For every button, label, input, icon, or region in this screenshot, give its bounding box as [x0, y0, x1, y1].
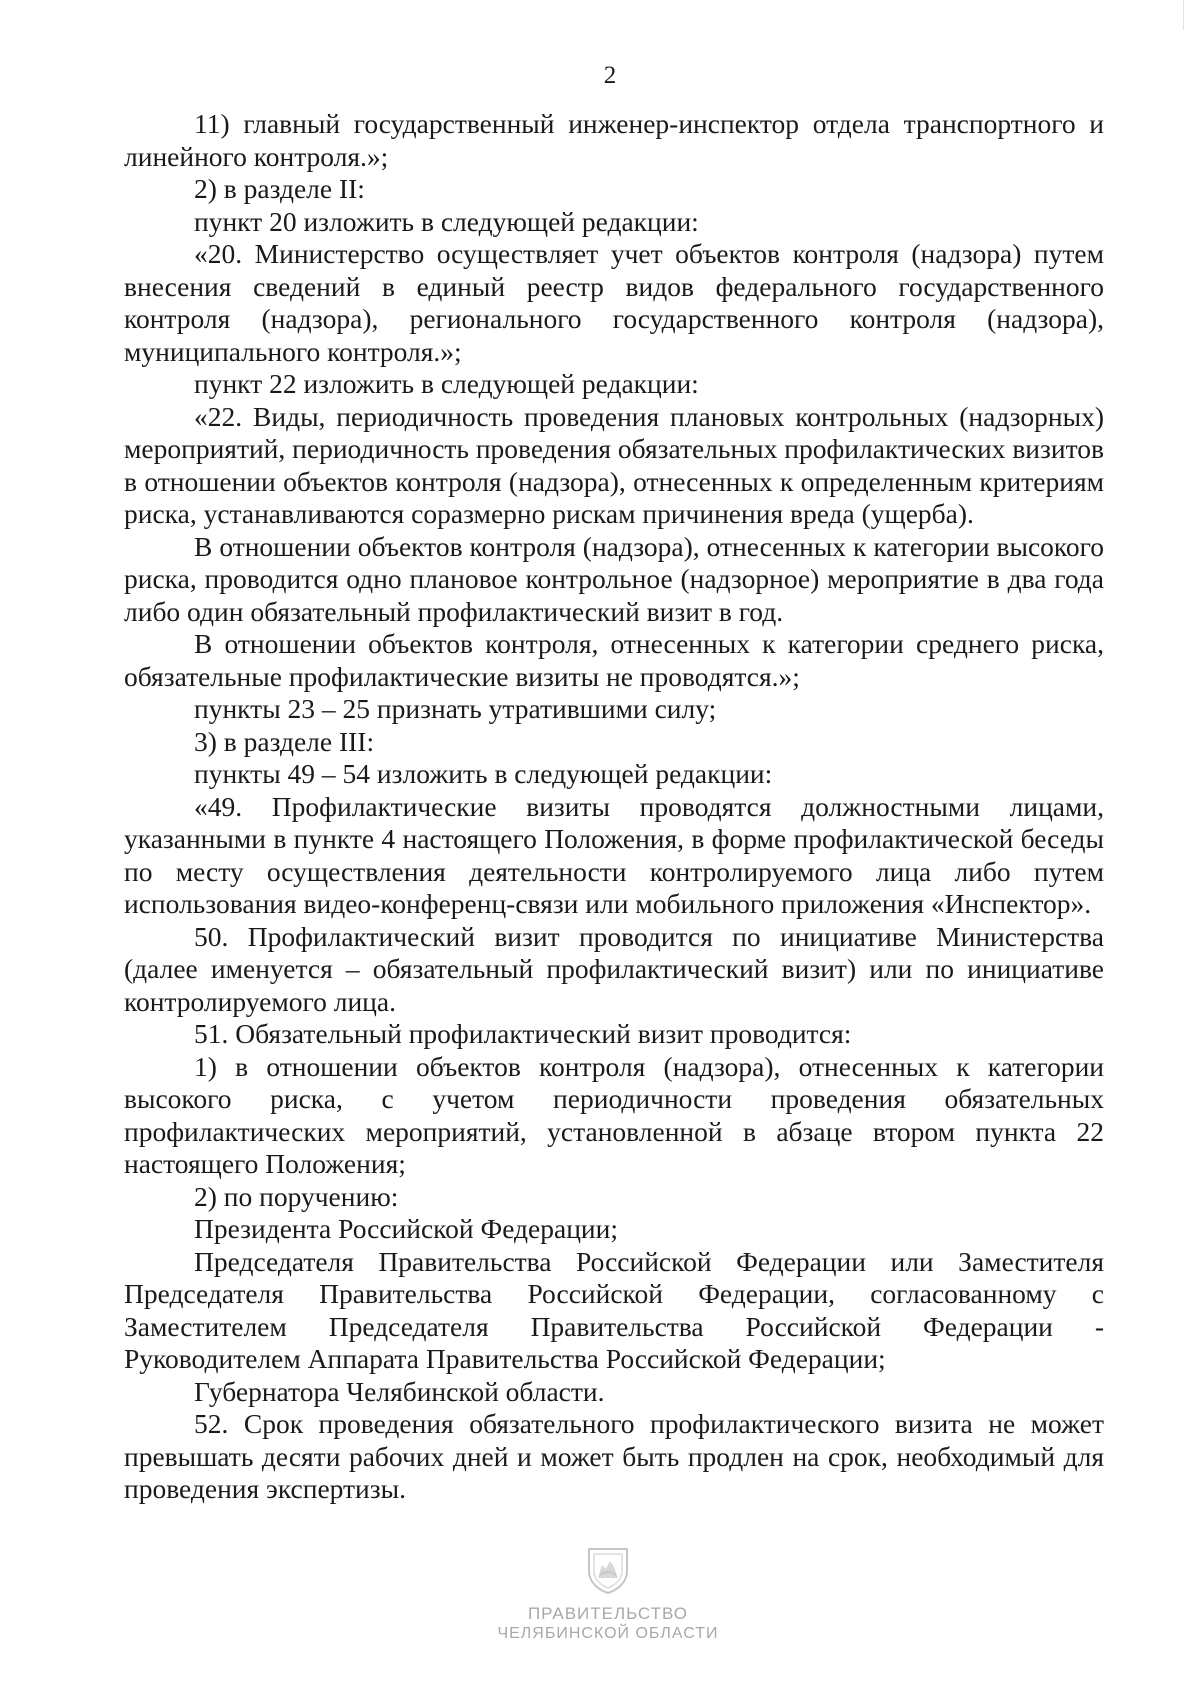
paragraph: «22. Виды, периодичность проведения плановых контрольных (надзорных) мероприятий, периодичность проведения обязательных профилактических визитов в отношении объектов контроля (надзора), отнесенных к определенным критериям риска, устанавливаются соразмерно рискам причинения вреда (ущерба).: [124, 400, 1104, 529]
paragraph: 3) в разделе III:: [194, 725, 375, 757]
paragraph: В отношении объектов контроля, отнесенных к категории среднего риска, обязательные профилактические визиты не проводятся.»;: [124, 628, 1104, 692]
paragraph: 50. Профилактический визит проводится по инициативе Министерства (далее именуется – обязательный профилактический визит) или по инициативе контролируемого лица.: [124, 920, 1104, 1017]
watermark-line-1: ПРАВИТЕЛЬСТВО: [527, 1604, 689, 1623]
paragraph: «49. Профилактические визиты проводятся должностными лицами, указанными в пункте 4 настоящего Положения, в форме профилактической беседы по месту осуществления деятельности контролируемого лица либо путем использования видео-конференц-связи или мобильного приложения «Инспектор».: [124, 790, 1104, 919]
paragraph: 11) главный государственный инженер-инспектор отдела транспортного и линейного контроля.»;: [124, 108, 1104, 172]
paragraph: Губернатора Челябинской области.: [194, 1375, 605, 1407]
paragraph: В отношении объектов контроля (надзора), отнесенных к категории высокого риска, проводится одно плановое контрольное (надзорное) мероприятие в два года либо один обязательный профилактический визит в год.: [124, 530, 1104, 627]
paragraph: «20. Министерство осуществляет учет объектов контроля (надзора) путем внесения сведений в единый реестр видов федерального государственного контроля (надзора), регионального государственного контроля (надзора), муниципального контроля.»;: [124, 238, 1104, 367]
document-body: [124, 108, 1104, 1506]
paragraph: пункты 23 – 25 признать утратившими силу;: [194, 693, 717, 724]
coat-of-arms-icon: [585, 1545, 631, 1595]
page-number: 2: [603, 62, 617, 89]
paragraph: пункты 49 – 54 изложить в следующей редакции:: [194, 758, 773, 789]
paragraph: 52. Срок проведения обязательного профилактического визита не может превышать десяти рабочих дней и может быть продлен на срок, необходимый для проведения экспертизы.: [124, 1408, 1104, 1504]
paragraph: 2) по поручению:: [194, 1180, 399, 1212]
scan-edge-mark: [1183, 0, 1184, 30]
paragraph: 51. Обязательный профилактический визит проводится:: [194, 1018, 852, 1049]
watermark-line-2: ЧЕЛЯБИНСКОЙ ОБЛАСТИ: [497, 1625, 719, 1642]
paragraph: 1) в отношении объектов контроля (надзора), отнесенных к категории высокого риска, с учетом периодичности проведения обязательных профилактических мероприятий, установленной в абзаце втором пункта 22 настоящего Положения;: [124, 1050, 1104, 1179]
government-watermark-stamp: [468, 1545, 748, 1644]
paragraph: 2) в разделе II:: [194, 173, 365, 204]
paragraph: Президента Российской Федерации;: [194, 1213, 618, 1244]
paragraph: пункт 22 изложить в следующей редакции:: [194, 368, 699, 399]
paragraph: Председателя Правительства Российской Федерации или Заместителя Председателя Правительства Российской Федерации, согласованному с Заместителем Председателя Правительства Российской Федерации - Руководителем Аппарата Правительства Российской Федерации;: [124, 1245, 1104, 1374]
paragraph: пункт 20 изложить в следующей редакции:: [194, 205, 699, 237]
